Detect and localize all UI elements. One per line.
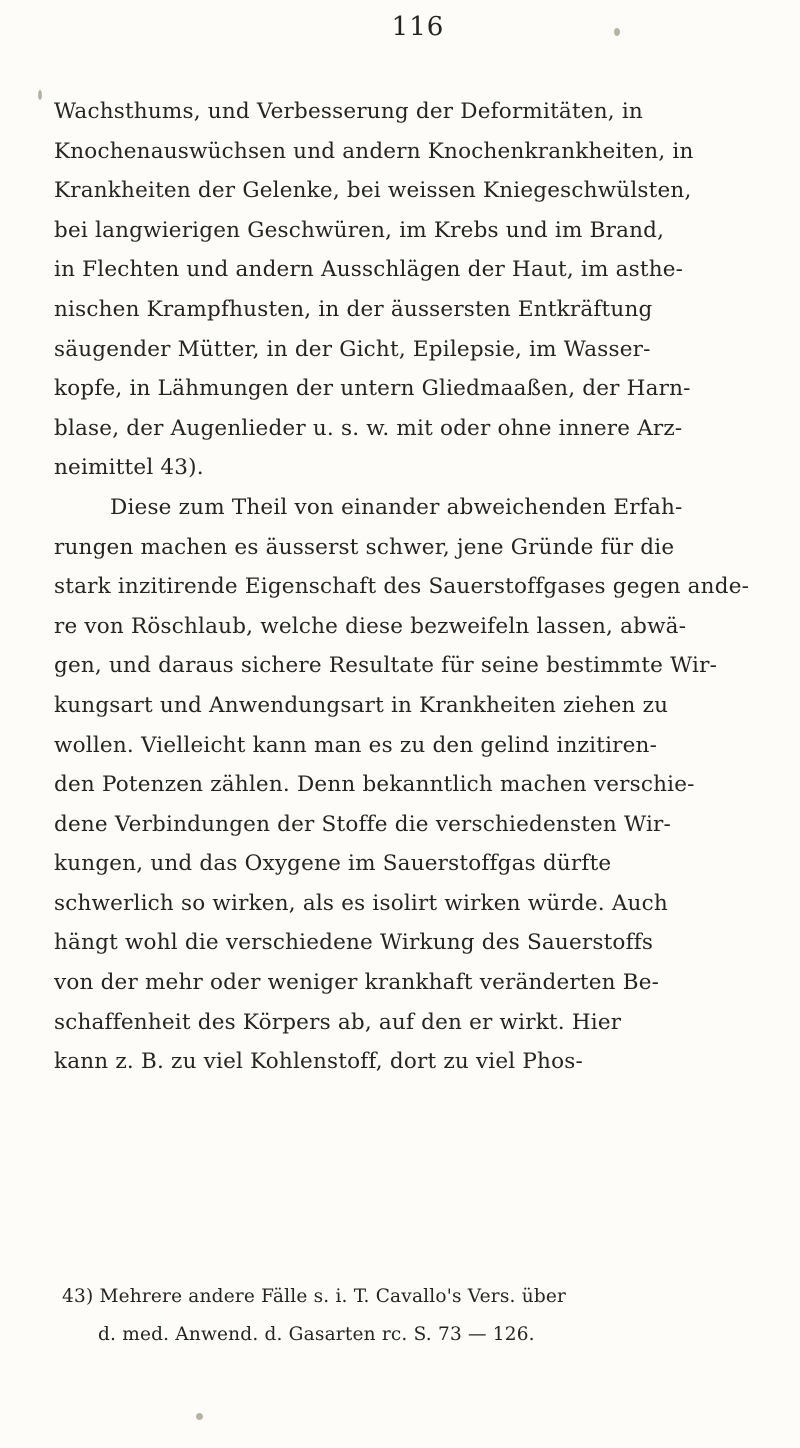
paper-speck: [38, 90, 42, 100]
text-line: blase, der Augenlieder u. s. w. mit oder ohne innere Arz-: [54, 415, 683, 441]
text-line: Krankheiten der Gelenke, bei weissen Kniegeschwülsten,: [54, 178, 692, 204]
text-line: wollen. Vielleicht kann man es zu den gelind inzitiren-: [54, 732, 658, 758]
paper-speck: [614, 28, 620, 36]
main-text: [54, 92, 770, 1082]
text-line: re von Röschlaub, welche diese bezweifeln lassen, abwä-: [54, 613, 687, 639]
text-line: kungen, und das Oxygene im Sauerstoffgas dürfte: [54, 851, 612, 877]
page-number: 116: [391, 12, 445, 42]
footnote-line: d. med. Anwend. d. Gasarten rc. S. 73 — 126.: [98, 1324, 535, 1345]
paper-speck: [196, 1413, 203, 1420]
footnote: [62, 1278, 774, 1354]
paragraph-start-line: Diese zum Theil von einander abweichenden Erfah-: [110, 494, 683, 520]
text-line: bei langwierigen Geschwüren, im Krebs und im Brand,: [54, 217, 665, 243]
text-line: Wachsthums, und Verbesserung der Deformitäten, in: [54, 99, 643, 124]
text-line: in Flechten und andern Ausschlägen der Haut, im asthe-: [54, 257, 684, 283]
text-line: schaffenheit des Körpers ab, auf den er wirkt. Hier: [54, 1009, 622, 1035]
text-line: den Potenzen zählen. Denn bekanntlich machen verschie-: [54, 772, 695, 798]
text-line: dene Verbindungen der Stoffe die verschiedensten Wir-: [54, 811, 671, 837]
footnote-line: 43) Mehrere andere Fälle s. i. T. Cavallo's Vers. über: [62, 1286, 567, 1307]
text-line: von der mehr oder weniger krankhaft veränderten Be-: [54, 970, 660, 996]
text-line: schwerlich so wirken, als es isolirt wirken würde. Auch: [54, 890, 668, 916]
text-line: säugender Mütter, in der Gicht, Epilepsie, im Wasser-: [54, 336, 651, 362]
text-line: rungen machen es äusserst schwer, jene Gründe für die: [54, 534, 675, 560]
text-line: nischen Krampfhusten, in der äussersten Entkräftung: [54, 296, 653, 322]
text-line: hängt wohl die verschiedene Wirkung des Sauerstoffs: [54, 930, 654, 956]
text-line: kungsart und Anwendungsart in Krankheiten ziehen zu: [54, 692, 669, 718]
text-line: kann z. B. zu viel Kohlenstoff, dort zu viel Phos-: [54, 1049, 583, 1075]
text-line: gen, und daraus sichere Resultate für seine bestimmte Wir-: [54, 653, 718, 679]
text-line: stark inzitirende Eigenschaft des Sauerstoffgases gegen ande-: [54, 574, 750, 600]
text-line: kopfe, in Lähmungen der untern Gliedmaaßen, der Harn-: [54, 376, 691, 402]
text-line: Knochenauswüchsen und andern Knochenkrankheiten, in: [54, 138, 694, 164]
text-line: neimittel 43).: [54, 455, 204, 481]
